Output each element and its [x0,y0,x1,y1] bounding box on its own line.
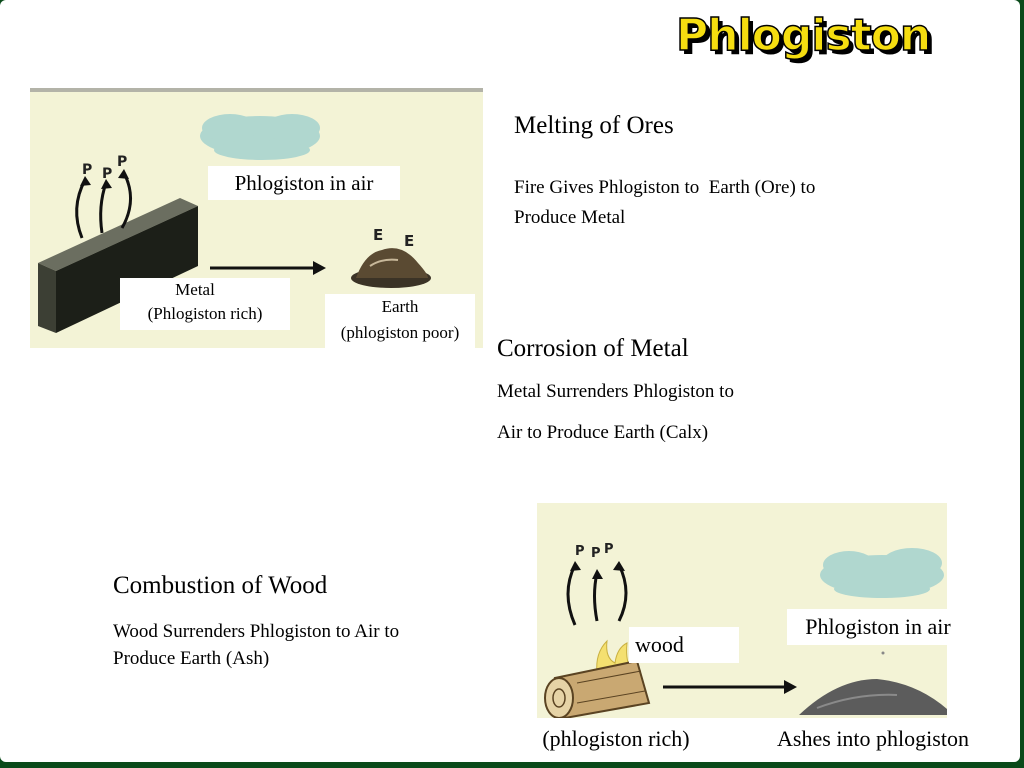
melting-body-line-2: Produce Metal [514,207,626,228]
combustion-body-line-2: Produce Earth (Ash) [113,648,270,669]
metal-label [120,278,290,330]
p-letter: P [102,166,113,182]
earth-label-line-2: (phlogiston poor) [340,323,460,342]
slide-title: Phlogiston [676,10,931,61]
p-letter: P [82,162,93,178]
corrosion-heading: Corrosion of Metal [497,335,689,362]
p-letter: P [604,542,614,557]
melting-body-line-1: Fire Gives Phlogiston to Earth (Ore) to [514,177,816,198]
cloud-icon [200,114,320,160]
p-letter: P [117,154,128,170]
metal-label-line-2: (Phlogiston rich) [147,304,263,323]
ashes-label: Ashes into phlogiston [752,722,994,756]
combustion-heading: Combustion of Wood [113,572,328,599]
combustion-body-line-1: Wood Surrenders Phlogiston to Air to [113,621,400,642]
e-letter: E [404,232,415,250]
corrosion-body-line-2: Air to Produce Earth (Calx) [497,422,709,443]
melting-heading: Melting of Ores [514,112,674,139]
corrosion-body-line-1: Metal Surrenders Phlogiston to [497,381,734,402]
p-letter: P [591,546,601,561]
wood-label: wood [629,627,739,663]
metal-to-earth-diagram [30,88,483,348]
melting-body [514,174,934,232]
earth-label-line-1: Earth [381,297,419,316]
air-label: Phlogiston in air [208,166,400,200]
earth-label [325,294,475,348]
cloud-icon [820,548,944,598]
ash-air-label: Phlogiston in air [787,609,969,645]
wood-to-ash-diagram [537,503,951,718]
metal-label-line-1: Metal [175,280,215,299]
phlogiston-rich-label: (phlogiston rich) [526,722,706,756]
p-letter: P [575,544,585,559]
e-letter: E [373,226,384,244]
combustion-body [113,618,493,672]
